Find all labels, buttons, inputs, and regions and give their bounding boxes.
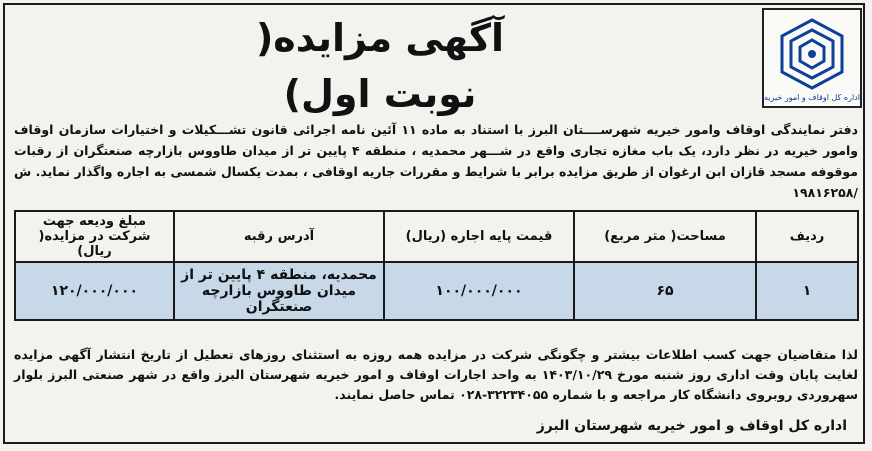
table-header-row bbox=[15, 211, 858, 262]
cell-address: محمدیه، منطقه ۴ پایین تر از میدان طاووس بازارچه صنعتگران bbox=[174, 262, 384, 320]
issuer-signature: اداره کل اوقاف و امور خیریه شهرستان البرز bbox=[536, 418, 847, 434]
header-area: مساحت( متر مربع) bbox=[574, 211, 756, 262]
cell-base-price: ۱۰۰/۰۰۰/۰۰۰ bbox=[384, 262, 574, 320]
header-base-price: قیمت پایه اجاره (ریال) bbox=[384, 211, 574, 262]
cell-area: ۶۵ bbox=[574, 262, 756, 320]
cell-row-number: ۱ bbox=[756, 262, 858, 320]
endowment-emblem-icon bbox=[776, 16, 848, 96]
logo-caption: اداره کل اوقاف و امور خیریه bbox=[764, 93, 860, 102]
intro-paragraph: دفتر نمایندگی اوقاف وامور خیریه شهرســــتان البرز با استناد به ماده ۱۱ آئین نامه اجرائی قانون تشـــکیلات و اختیارات سازمان اوقاف وامور خیریه در نظر دارد، یک باب مغازه تجاری واقع در شـــهر محمدیه ، منطقه ۴ پایین تر از میدان طاووس بازارچه صنعتگران از رقبات موقوفه مسجد قازان ابن ارغوان از طریق مزایده برابر با شرایط و مقررات جاریه اوقافی ، بمدت یکسال شمسی به اجاره واگذار نماید. ش /۱۹۸۱۶۲۵۸ bbox=[14, 122, 858, 200]
ad-title: آگهی مزایده( نوبت اول) bbox=[255, 16, 505, 116]
auction-table bbox=[14, 210, 859, 321]
footer-paragraph: لذا متقاضیان جهت کسب اطلاعات بیشتر و چگونگی شرکت در مزایده همه روزه به استثنای روزهای تعطیل از تاریخ انتشار آگهی مزایده لغایت پایان وقت اداری روز شنبه مورخ ۱۴۰۳/۱۰/۲۹ به واحد اجارات اوقاف و امور خیریه شهرستان البرز واقع در شهر صنعتی البرز بلوار سهروردی روبروی دانشگاه کار مراجعه و با شماره ۳۲۲۳۴۰۵۵-۰۲۸ تماس حاصل نمایند. bbox=[14, 347, 858, 402]
header-address: آدرس رقبه bbox=[174, 211, 384, 262]
table-row bbox=[15, 262, 858, 320]
cell-deposit: ۱۲۰/۰۰۰/۰۰۰ bbox=[15, 262, 174, 320]
logo bbox=[762, 8, 862, 108]
header-deposit: مبلغ ودیعه جهت شرکت در مزایده( ریال) bbox=[15, 211, 174, 262]
header-row-number: ردیف bbox=[756, 211, 858, 262]
